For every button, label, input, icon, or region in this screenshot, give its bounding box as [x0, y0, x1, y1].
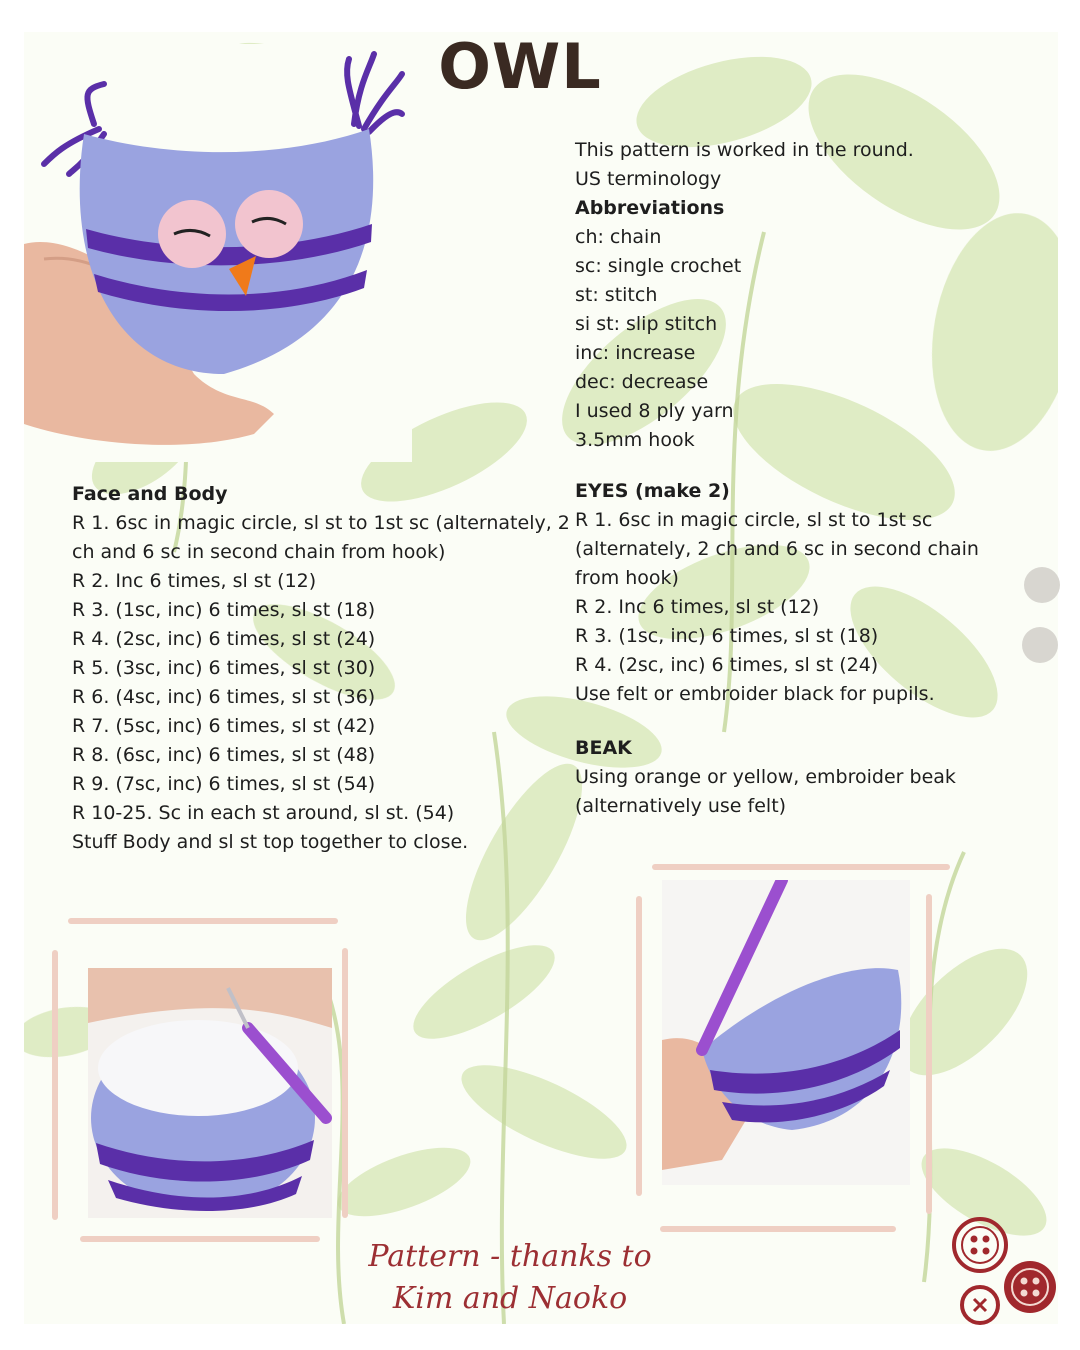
pattern-row: R 3. (1sc, inc) 6 times, sl st (18) [575, 625, 879, 647]
face-body-section [72, 480, 570, 857]
face-body-heading: Face and Body [72, 483, 228, 505]
intro-line: US terminology [575, 168, 722, 190]
pattern-row: ch and 6 sc in second chain from hook) [72, 541, 446, 563]
pattern-row: R 3. (1sc, inc) 6 times, sl st (18) [72, 599, 376, 621]
frame-line [652, 864, 950, 870]
beak-section [575, 734, 956, 821]
crochet-owl-photo [24, 44, 412, 462]
signature-line: Kim and Naoko [392, 1281, 628, 1316]
abbreviation-item: st: stitch [575, 284, 658, 306]
pattern-row: from hook) [575, 567, 679, 589]
signature-line: Pattern - thanks to [368, 1239, 652, 1274]
owl-closing-photo [662, 880, 910, 1185]
pattern-row: R 6. (4sc, inc) 6 times, sl st (36) [72, 686, 376, 708]
frame-line [342, 948, 348, 1218]
eyes-heading: EYES (make 2) [575, 480, 730, 502]
abbreviation-item: I used 8 ply yarn [575, 400, 734, 422]
abbreviation-item: dec: decrease [575, 371, 709, 393]
pattern-row: R 2. Inc 6 times, sl st (12) [72, 570, 317, 592]
pattern-row: R 4. (2sc, inc) 6 times, sl st (24) [72, 628, 376, 650]
abbreviations-heading: Abbreviations [575, 197, 725, 219]
pattern-row: Use felt or embroider black for pupils. [575, 683, 935, 705]
pattern-row: Stuff Body and sl st top together to close. [72, 831, 469, 853]
frame-line [80, 1236, 320, 1242]
pattern-row: R 2. Inc 6 times, sl st (12) [575, 596, 820, 618]
intro-section [575, 136, 914, 455]
pattern-row: R 7. (5sc, inc) 6 times, sl st (42) [72, 715, 376, 737]
pattern-row: Using orange or yellow, embroider beak [575, 766, 956, 788]
eyes-section [575, 477, 979, 709]
pattern-row: R 10-25. Sc in each st around, sl st. (54) [72, 802, 455, 824]
abbreviation-item: ch: chain [575, 226, 662, 248]
owl-stuffing-photo [88, 968, 332, 1218]
abbreviation-item: sc: single crochet [575, 255, 742, 277]
pattern-row: R 8. (6sc, inc) 6 times, sl st (48) [72, 744, 376, 766]
frame-line [660, 1226, 896, 1232]
abbreviation-item: si st: slip stitch [575, 313, 718, 335]
abbreviation-item: 3.5mm hook [575, 429, 695, 451]
pattern-row: R 5. (3sc, inc) 6 times, sl st (30) [72, 657, 376, 679]
frame-line [52, 950, 58, 1220]
pattern-row: R 4. (2sc, inc) 6 times, sl st (24) [575, 654, 879, 676]
frame-line [68, 918, 338, 924]
pattern-row: R 9. (7sc, inc) 6 times, sl st (54) [72, 773, 376, 795]
frame-line [926, 894, 932, 1214]
signature [360, 1236, 660, 1320]
pattern-row: (alternatively use felt) [575, 795, 787, 817]
abbreviation-item: inc: increase [575, 342, 696, 364]
decorative-dots [1020, 560, 1060, 670]
page-title: OWL [438, 30, 602, 103]
beak-heading: BEAK [575, 737, 632, 759]
pattern-row: R 1. 6sc in magic circle, sl st to 1st sc [575, 509, 933, 531]
pattern-row: R 1. 6sc in magic circle, sl st to 1st sc (alternately, 2 [72, 512, 570, 534]
pattern-row: (alternately, 2 ch and 6 sc in second chain [575, 538, 979, 560]
sewing-buttons-icon [950, 1215, 1060, 1330]
intro-line: This pattern is worked in the round. [575, 139, 914, 161]
frame-line [636, 896, 642, 1196]
